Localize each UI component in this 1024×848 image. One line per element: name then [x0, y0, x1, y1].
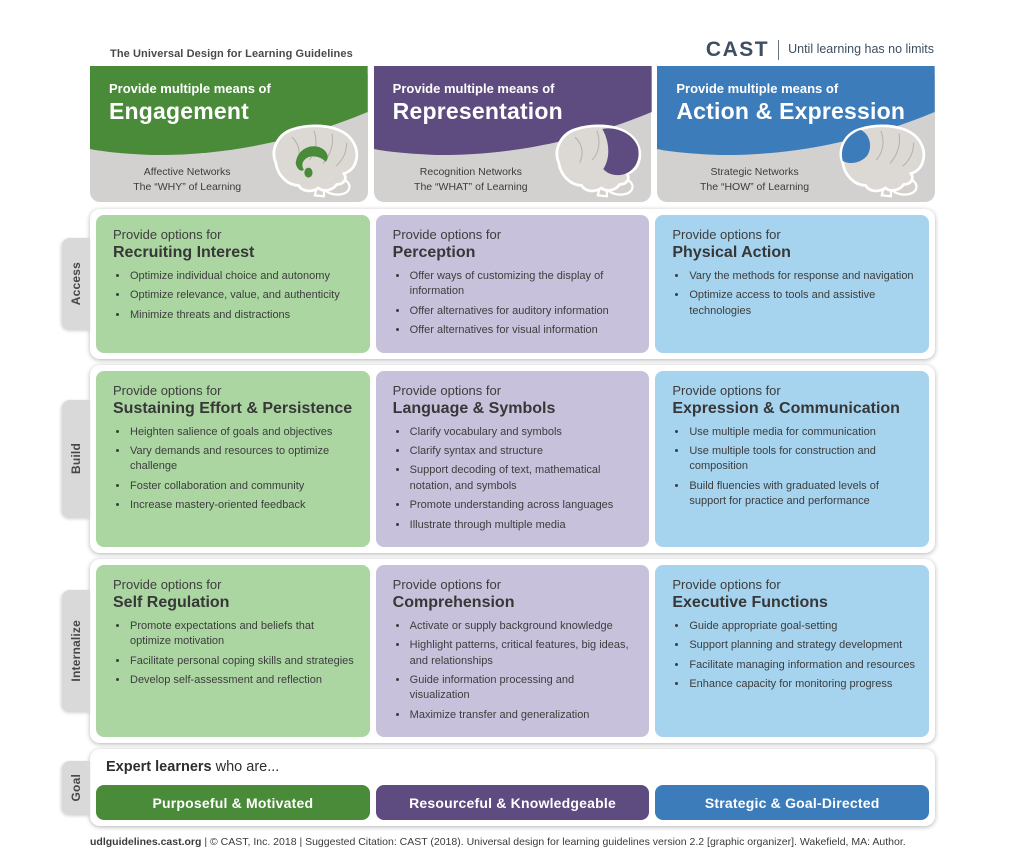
- brain-affective-icon: [263, 120, 363, 198]
- guideline-card-physical-action: [655, 215, 929, 353]
- footer: [90, 836, 935, 848]
- guideline-card-perception: [376, 215, 650, 353]
- bullet-item: • Support planning and strategy development: [688, 638, 915, 653]
- card-title: Sustaining Effort & Persistence: [113, 399, 353, 417]
- header-title: Action & Expression: [676, 98, 906, 124]
- bullet-item: • Facilitate managing information and resources: [688, 658, 915, 673]
- bullet-item: • Enhance capacity for monitoring progress: [688, 677, 915, 692]
- bullet-item: • Use multiple media for communication: [688, 425, 915, 440]
- bullet-item: • Build fluencies with graduated levels of support for practice and performance: [688, 479, 915, 510]
- header-title: Engagement: [109, 98, 250, 124]
- header-kicker: Provide multiple means of: [109, 81, 271, 96]
- bullet-item: • Foster collaboration and community: [129, 479, 356, 494]
- guideline-bullets: [113, 269, 356, 323]
- card-kicker: Provide options for: [392, 227, 502, 242]
- bullet-item: • Support decoding of text, mathematical notation, and symbols: [409, 463, 636, 494]
- cast-tagline: Until learning has no limits: [788, 42, 934, 57]
- bullet-item: • Increase mastery-oriented feedback: [129, 498, 356, 513]
- bullet-item: • Maximize transfer and generalization: [409, 708, 636, 723]
- guideline-card-executive-functions: [655, 565, 929, 737]
- network-caption: [657, 165, 851, 195]
- card-kicker: Provide options for: [672, 576, 781, 592]
- guideline-bullets: [393, 619, 636, 723]
- card-kicker: Provide options for: [392, 382, 502, 398]
- card-title: Recruiting Interest: [113, 244, 255, 261]
- card-title: Perception: [392, 244, 476, 261]
- guideline-card-comprehension: [376, 565, 650, 737]
- tab-label: Access: [69, 262, 83, 306]
- bullet-item: • Highlight patterns, critical features, big ideas, and relationships: [409, 638, 636, 669]
- header-card-action-expression: [657, 66, 935, 202]
- network-caption: [374, 165, 568, 195]
- footer-citation: | © CAST, Inc. 2018 | Suggested Citation: CAST (2018). Universal design for learning guidelines version 2.2 [graphic organizer]. Wakefield, MA: Author.: [201, 836, 906, 848]
- brain-recognition-icon: [546, 120, 646, 198]
- guideline-card-language-symbols: [376, 371, 650, 547]
- bullet-item: • Use multiple tools for construction and composition: [688, 444, 915, 475]
- bullet-item: • Clarify syntax and structure: [409, 444, 636, 459]
- goal-button-resourceful-knowledgeable: Resourceful & Knowledgeable: [376, 785, 650, 820]
- guideline-bullets: [393, 269, 636, 339]
- guideline-bullets: [672, 425, 915, 510]
- guideline-card-self-regulation: [96, 565, 370, 737]
- card-title: Comprehension: [392, 593, 515, 611]
- card-title: Expression & Communication: [672, 399, 900, 417]
- bullet-item: • Vary demands and resources to optimize challenge: [129, 444, 356, 475]
- network-name: Affective Networks: [143, 165, 231, 178]
- card-kicker: Provide options for: [113, 576, 222, 592]
- bullet-item: • Offer ways of customizing the display of information: [409, 269, 636, 300]
- network-name: Recognition Networks: [419, 165, 522, 178]
- goal-lead-bold: Expert learners: [106, 759, 212, 776]
- bullet-item: • Clarify vocabulary and symbols: [409, 425, 636, 440]
- guideline-card-recruiting-interest: [96, 215, 370, 353]
- card-kicker: Provide options for: [672, 227, 781, 242]
- header-kicker: Provide multiple means of: [676, 81, 839, 96]
- network-caption: [90, 165, 284, 195]
- network-tagline: The “WHAT” of Learning: [414, 180, 528, 193]
- bullet-item: • Optimize access to tools and assistive technologies: [688, 288, 915, 319]
- bullet-item: • Offer alternatives for auditory information: [409, 304, 636, 319]
- bullet-item: • Develop self-assessment and reflection: [129, 673, 356, 688]
- bullet-item: • Guide information processing and visualization: [409, 673, 636, 704]
- tab-label: Build: [69, 443, 83, 475]
- card-title: Language & Symbols: [392, 399, 556, 417]
- brain-strategic-icon: [830, 120, 930, 198]
- logo-divider: [778, 40, 779, 60]
- guideline-bullets: [113, 425, 356, 514]
- row-tab-goal: [62, 761, 90, 815]
- card-kicker: Provide options for: [113, 382, 222, 398]
- cast-logo: [706, 39, 934, 60]
- goal-button-strategic-goal-directed: Strategic & Goal-Directed: [655, 785, 929, 820]
- bullet-item: • Vary the methods for response and navigation: [688, 269, 915, 284]
- tab-label: Goal: [69, 774, 83, 802]
- guideline-card-sustaining-effort: [96, 371, 370, 547]
- network-tagline: The “HOW” of Learning: [699, 180, 810, 193]
- goal-buttons: [96, 785, 929, 820]
- tab-label: Internalize: [69, 620, 83, 682]
- bullet-item: • Activate or supply background knowledge: [409, 619, 636, 634]
- bullet-item: • Promote expectations and beliefs that optimize motivation: [129, 619, 356, 650]
- cast-wordmark: CAST: [705, 38, 770, 61]
- guideline-bullets: [393, 425, 636, 533]
- bullet-item: • Offer alternatives for visual information: [409, 323, 636, 338]
- goal-lead: [106, 759, 929, 775]
- row-tab-access: [62, 238, 90, 330]
- header-row: [90, 66, 935, 202]
- card-kicker: Provide options for: [392, 576, 502, 592]
- header-card-engagement: [90, 66, 368, 202]
- guideline-card-expression-communication: [655, 371, 929, 547]
- header-title: Representation: [392, 98, 563, 124]
- card-kicker: Provide options for: [113, 227, 222, 242]
- row-goal: [69, 749, 935, 826]
- bullet-item: • Facilitate personal coping skills and strategies: [129, 654, 356, 669]
- network-name: Strategic Networks: [710, 165, 799, 178]
- guideline-bullets: [113, 619, 356, 689]
- bullet-item: • Guide appropriate goal-setting: [688, 619, 915, 634]
- row-build: [69, 365, 935, 553]
- goal-lead-rest: who are...: [211, 759, 280, 776]
- page-title: The Universal Design for Learning Guidelines: [110, 48, 353, 60]
- row-tab-internalize: [62, 590, 90, 712]
- bullet-item: • Illustrate through multiple media: [409, 518, 636, 533]
- network-tagline: The “WHY” of Learning: [133, 180, 242, 193]
- guideline-bullets: [672, 619, 915, 693]
- bullet-item: • Minimize threats and distractions: [129, 308, 356, 323]
- guideline-bullets: [672, 269, 915, 319]
- card-title: Physical Action: [672, 244, 791, 261]
- header-kicker: Provide multiple means of: [392, 81, 555, 96]
- header-card-representation: [374, 66, 652, 202]
- row-internalize: [69, 559, 935, 743]
- card-title: Self Regulation: [113, 593, 230, 611]
- footer-site: udlguidelines.cast.org: [90, 836, 202, 848]
- row-access: [69, 209, 935, 359]
- bullet-item: • Heighten salience of goals and objectives: [129, 425, 356, 440]
- bullet-item: • Optimize individual choice and autonomy: [129, 269, 356, 284]
- bullet-item: • Optimize relevance, value, and authenticity: [129, 288, 356, 303]
- card-kicker: Provide options for: [672, 382, 781, 398]
- bullet-item: • Promote understanding across languages: [409, 498, 636, 513]
- topbar: [110, 36, 934, 60]
- goal-button-purposeful-motivated: Purposeful & Motivated: [96, 785, 370, 820]
- udl-guidelines-poster: [0, 36, 1024, 848]
- row-tab-build: [62, 400, 90, 518]
- card-title: Executive Functions: [672, 593, 828, 611]
